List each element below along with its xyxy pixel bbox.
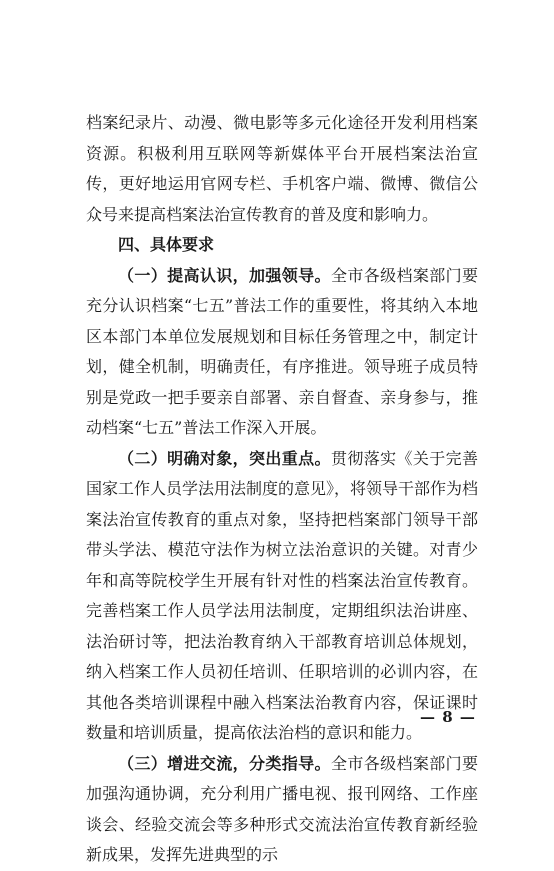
paragraph-lead: （一）提高认识，加强领导。: [118, 265, 331, 285]
paragraph-text: 档案纪录片、动漫、微电影等多元化途径开发利用档案资源。积极利用互联网等新媒体平台开展档案法治宣传，更好地运用官网专栏、手机客户端、微博、微信公众号来提高档案法治宣传教育的普及度和影响力。: [86, 113, 478, 224]
paragraph-lead: （二）明确对象，突出重点。: [118, 448, 331, 468]
paragraph-item-1: [86, 261, 478, 444]
section-heading: [86, 230, 478, 261]
document-body: [86, 108, 478, 871]
paragraph-item-3: [86, 749, 478, 871]
paragraph-lead: （三）增进交流，分类指导。: [118, 753, 331, 773]
paragraph-text: 贯彻落实《关于完善国家工作人员学法用法制度的意见》，将领导干部作为档案法治宣传教育的重点对象，坚持把档案部门领导干部带头学法、模范守法作为树立法治意识的关键。对青少年和高等院校学生开展有针对性的档案法治宣传教育。完善档案工作人员学法用法制度，定期组织法治讲座、法治研讨等，把法治教育纳入干部教育培训总体规划，纳入档案工作人员初任培训、任职培训的必训内容，在其他各类培训课程中融入档案法治教育内容，保证课时数量和培训质量，提高依法治档的意识和能力。: [86, 448, 479, 742]
paragraph-continuation: [86, 108, 478, 230]
paragraph-text: 全市各级档案部门要充分认识档案“七五”普法工作的重要性，将其纳入本地区本部门本单位发展规划和目标任务管理之中，制定计划，健全机制，明确责任，有序推进。领导班子成员特别是党政一把手要亲自部署、亲自督查、亲身参与，推动档案“七五”普法工作深入开展。: [86, 265, 478, 437]
paragraph-text: 全市各级档案部门要加强沟通协调，充分利用广播电视、报刊网络、工作座谈会、经验交流会等多种形式交流法治宣传教育新经验新成果，发挥先进典型的示: [86, 753, 478, 864]
section-heading-text: 四、具体要求: [118, 235, 215, 254]
paragraph-item-2: [86, 444, 478, 749]
page-number: — 8 —: [420, 708, 476, 726]
